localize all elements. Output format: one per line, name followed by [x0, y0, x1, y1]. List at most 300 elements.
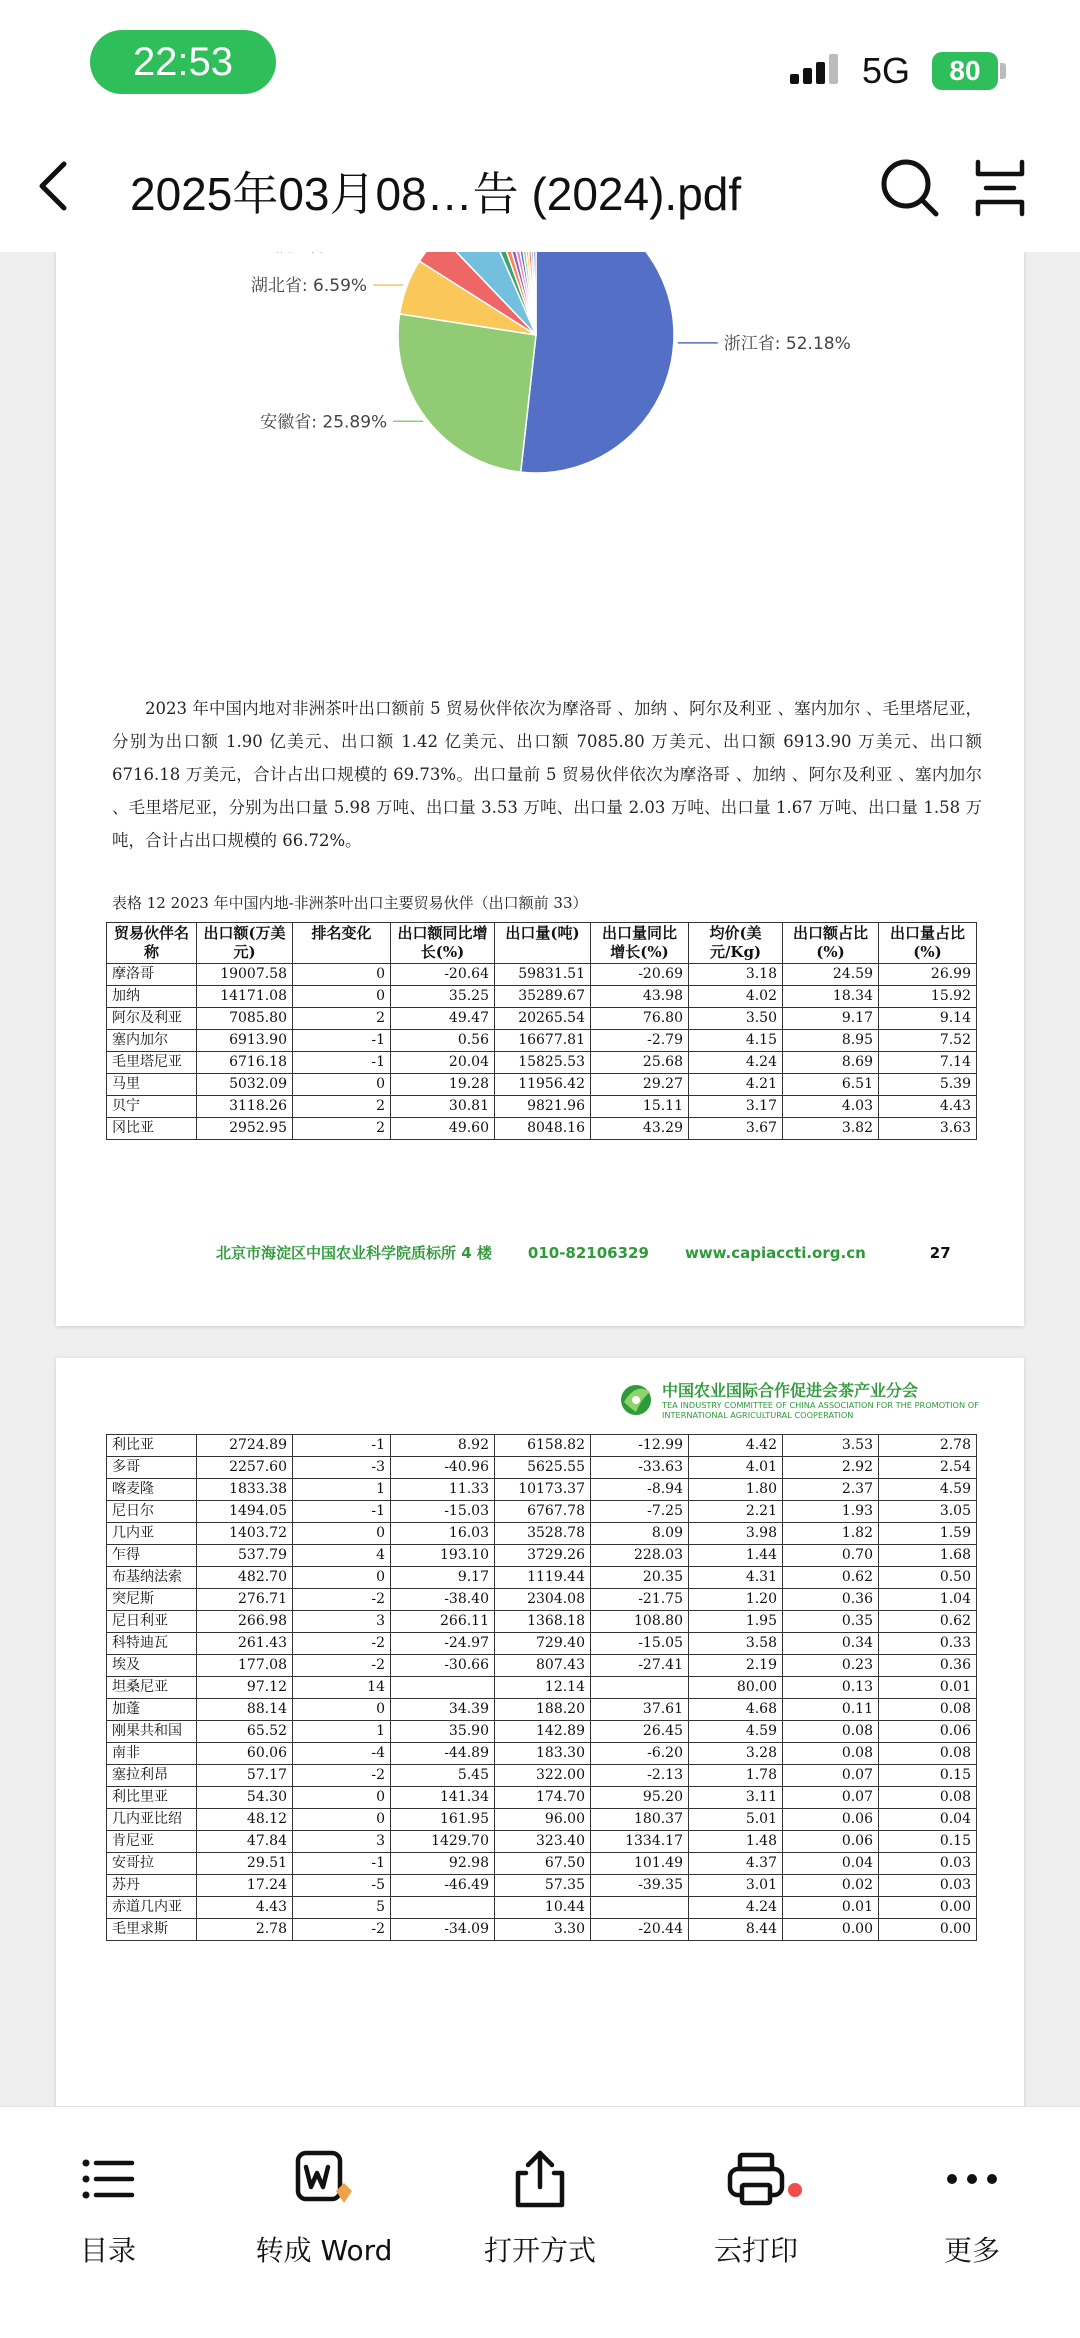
table-cell: 利比里亚 — [107, 1787, 197, 1809]
table-cell: 14 — [293, 1677, 391, 1699]
table-cell: 8.95 — [783, 1030, 879, 1052]
word-convert-icon — [292, 2147, 356, 2211]
table-cell — [391, 1677, 495, 1699]
table-cell: 49.47 — [391, 1008, 495, 1030]
table-cell: 174.70 — [495, 1787, 591, 1809]
table-cell: -1 — [293, 1853, 391, 1875]
table-cell: 228.03 — [591, 1545, 689, 1567]
table-cell: 5625.55 — [495, 1457, 591, 1479]
table-cell: -34.09 — [391, 1919, 495, 1941]
trade-partner-table — [106, 922, 977, 1140]
table-cell: 尼日尔 — [107, 1501, 197, 1523]
table-cell: 0.62 — [879, 1611, 977, 1633]
table-cell: 0.02 — [783, 1875, 879, 1897]
trade-partner-table-continued — [106, 1434, 977, 1941]
table-cell: 19.28 — [391, 1074, 495, 1096]
table-cell: -38.40 — [391, 1589, 495, 1611]
table-cell: 3.67 — [689, 1118, 783, 1140]
list-icon — [76, 2147, 140, 2211]
table-cell: -2 — [293, 1765, 391, 1787]
table-cell: 20265.54 — [495, 1008, 591, 1030]
table-cell: 141.34 — [391, 1787, 495, 1809]
table-cell: 2.21 — [689, 1501, 783, 1523]
table-cell: 0 — [293, 964, 391, 986]
pie-chart — [56, 252, 1024, 572]
table-cell: 3.50 — [689, 1008, 783, 1030]
table-cell: 29.27 — [591, 1074, 689, 1096]
table-cell: 8.92 — [391, 1435, 495, 1457]
table-cell: -12.99 — [591, 1435, 689, 1457]
table-cell: 8.69 — [783, 1052, 879, 1074]
table-cell: -40.96 — [391, 1457, 495, 1479]
table-cell: 安哥拉 — [107, 1853, 197, 1875]
table-cell: 2.54 — [879, 1457, 977, 1479]
more-label: 更多 — [943, 2234, 1000, 2267]
table-cell: 7.14 — [879, 1052, 977, 1074]
table-cell: -2 — [293, 1919, 391, 1941]
table-cell: 1833.38 — [197, 1479, 293, 1501]
table-header-cell: 出口额同比增长(%) — [391, 923, 495, 964]
table-cell: 2 — [293, 1008, 391, 1030]
table-cell: 3118.26 — [197, 1096, 293, 1118]
table-cell: 喀麦隆 — [107, 1479, 197, 1501]
table-cell: 0.03 — [879, 1853, 977, 1875]
table-cell: -24.97 — [391, 1633, 495, 1655]
table-cell: 15.11 — [591, 1096, 689, 1118]
table-header-cell: 排名变化 — [293, 923, 391, 964]
table-cell: 4.24 — [689, 1052, 783, 1074]
table-cell: 2304.08 — [495, 1589, 591, 1611]
table-cell: -46.49 — [391, 1875, 495, 1897]
page-number: 27 — [929, 1244, 951, 1262]
table-cell: 11956.42 — [495, 1074, 591, 1096]
table-cell: 6767.78 — [495, 1501, 591, 1523]
table-row — [107, 1096, 977, 1118]
table-cell: 4.24 — [689, 1897, 783, 1919]
table-cell: 7.52 — [879, 1030, 977, 1052]
table-cell: 毛里塔尼亚 — [107, 1052, 197, 1074]
pie-label: 安徽省: 25.89% — [260, 412, 388, 433]
table-cell: 7085.80 — [197, 1008, 293, 1030]
table-cell: 贝宁 — [107, 1096, 197, 1118]
table-cell: 16.03 — [391, 1523, 495, 1545]
table-cell: 9.17 — [391, 1567, 495, 1589]
table-cell: 0.36 — [879, 1655, 977, 1677]
battery-level: 80 — [932, 52, 998, 90]
table-cell: 10.44 — [495, 1897, 591, 1919]
open-with-label: 打开方式 — [483, 2234, 596, 2267]
footer-site: www.capiaccti.org.cn — [684, 1244, 866, 1262]
footer-phone: 010-82106329 — [527, 1244, 649, 1262]
table-cell: -33.63 — [591, 1457, 689, 1479]
table-row — [107, 1074, 977, 1096]
table-cell: 0 — [293, 1523, 391, 1545]
tea-leaf-logo-icon — [616, 1378, 656, 1422]
table-cell: 2724.89 — [197, 1435, 293, 1457]
table-cell: 3.53 — [783, 1435, 879, 1457]
table-cell: 4.43 — [197, 1897, 293, 1919]
table-cell: 193.10 — [391, 1545, 495, 1567]
table-cell: 4.43 — [879, 1096, 977, 1118]
table-row — [107, 1435, 977, 1457]
more-dots-icon — [940, 2147, 1004, 2211]
page-footer — [216, 1242, 951, 1263]
table-cell: 26.99 — [879, 964, 977, 986]
table-cell: 加纳 — [107, 986, 197, 1008]
table-cell: 3.30 — [495, 1919, 591, 1941]
table-row — [107, 1479, 977, 1501]
table-row — [107, 1765, 977, 1787]
table-cell: 0.08 — [879, 1699, 977, 1721]
convert-word-button[interactable] — [216, 2147, 432, 2269]
table-cell: 1.44 — [689, 1545, 783, 1567]
table-cell: 0 — [293, 1787, 391, 1809]
table-cell: 266.98 — [197, 1611, 293, 1633]
table-cell: 26.45 — [591, 1721, 689, 1743]
table-cell: 276.71 — [197, 1589, 293, 1611]
table-row — [107, 1118, 977, 1140]
table-cell: 4.21 — [689, 1074, 783, 1096]
table-row — [107, 1567, 977, 1589]
table-cell: 1429.70 — [391, 1831, 495, 1853]
table-cell: -3 — [293, 1457, 391, 1479]
convert-word-label: 转成 Word — [255, 2234, 393, 2267]
table-cell: 261.43 — [197, 1633, 293, 1655]
table-cell: 2257.60 — [197, 1457, 293, 1479]
table-cell: 0.50 — [879, 1567, 977, 1589]
table-cell: 95.20 — [591, 1787, 689, 1809]
table-cell: 科特迪瓦 — [107, 1633, 197, 1655]
table-header-cell: 出口量(吨) — [495, 923, 591, 964]
table-cell: 利比亚 — [107, 1435, 197, 1457]
table-cell: 30.81 — [391, 1096, 495, 1118]
share-icon — [508, 2147, 572, 2211]
table-cell: 24.59 — [783, 964, 879, 986]
status-bar — [0, 0, 1080, 118]
table-cell: 1.93 — [783, 1501, 879, 1523]
table-header-row — [107, 923, 977, 964]
table-cell: 92.98 — [391, 1853, 495, 1875]
table-cell: 5032.09 — [197, 1074, 293, 1096]
table-cell: 0.56 — [391, 1030, 495, 1052]
table-cell: 2.19 — [689, 1655, 783, 1677]
table-cell: 0 — [293, 986, 391, 1008]
table-cell — [391, 1897, 495, 1919]
table-cell: 3.01 — [689, 1875, 783, 1897]
table-cell: 322.00 — [495, 1765, 591, 1787]
table-cell: -21.75 — [591, 1589, 689, 1611]
table-header-cell: 均价(美元/Kg) — [689, 923, 783, 964]
table-header-cell: 出口量同比增长(%) — [591, 923, 689, 964]
table-cell: 4.37 — [689, 1853, 783, 1875]
table-cell: -1 — [293, 1030, 391, 1052]
table-cell: -15.05 — [591, 1633, 689, 1655]
pdf-page-28 — [56, 1358, 1024, 2106]
table-cell: 1 — [293, 1479, 391, 1501]
table-cell: -44.89 — [391, 1743, 495, 1765]
toc-button[interactable] — [0, 2147, 216, 2269]
table-cell: 101.49 — [591, 1853, 689, 1875]
table-cell: 3.82 — [783, 1118, 879, 1140]
cloud-print-label: 云打印 — [713, 2234, 798, 2267]
table-cell: 6716.18 — [197, 1052, 293, 1074]
table-cell: 43.98 — [591, 986, 689, 1008]
table-cell: 15825.53 — [495, 1052, 591, 1074]
table-cell: 0.07 — [783, 1787, 879, 1809]
table-row — [107, 1919, 977, 1941]
table-cell: -1 — [293, 1052, 391, 1074]
table-cell: 4.02 — [689, 986, 783, 1008]
table-cell: 摩洛哥 — [107, 964, 197, 986]
status-time: 22:53 — [90, 30, 276, 94]
table-cell: -27.41 — [591, 1655, 689, 1677]
table-cell: 0.13 — [783, 1677, 879, 1699]
search-icon[interactable] — [878, 156, 942, 220]
table-row — [107, 1699, 977, 1721]
back-arrow-icon[interactable] — [30, 158, 80, 214]
table-cell: 0.01 — [879, 1677, 977, 1699]
table-cell: -20.44 — [591, 1919, 689, 1941]
table-cell: -4 — [293, 1743, 391, 1765]
table-cell: 35.25 — [391, 986, 495, 1008]
table-cell: 5.39 — [879, 1074, 977, 1096]
table-row — [107, 1721, 977, 1743]
table-cell: -30.66 — [391, 1655, 495, 1677]
table-cell: 59831.51 — [495, 964, 591, 986]
table-cell: 5.45 — [391, 1765, 495, 1787]
table-cell: 188.20 — [495, 1699, 591, 1721]
table-cell: 537.79 — [197, 1545, 293, 1567]
table-cell: 0.03 — [879, 1875, 977, 1897]
more-button[interactable] — [864, 2147, 1080, 2269]
table-cell: 266.11 — [391, 1611, 495, 1633]
table-cell: 0.33 — [879, 1633, 977, 1655]
table-row — [107, 1655, 977, 1677]
table-cell: 0.70 — [783, 1545, 879, 1567]
table-cell: 2.92 — [783, 1457, 879, 1479]
table-cell: 4.31 — [689, 1567, 783, 1589]
table-cell: 35289.67 — [495, 986, 591, 1008]
table-cell: 20.04 — [391, 1052, 495, 1074]
table-row — [107, 1677, 977, 1699]
table-cell: 3.17 — [689, 1096, 783, 1118]
table-cell: 0.01 — [783, 1897, 879, 1919]
table-cell: 0.15 — [879, 1831, 977, 1853]
table-cell: 1403.72 — [197, 1523, 293, 1545]
table-row — [107, 1611, 977, 1633]
table-cell: 乍得 — [107, 1545, 197, 1567]
table-cell: 肯尼亚 — [107, 1831, 197, 1853]
table-cell: -1 — [293, 1501, 391, 1523]
table-cell: 482.70 — [197, 1567, 293, 1589]
table-cell: 1.82 — [783, 1523, 879, 1545]
table-cell: 0.35 — [783, 1611, 879, 1633]
table-row — [107, 1589, 977, 1611]
table-row — [107, 1501, 977, 1523]
table-cell: 3.28 — [689, 1743, 783, 1765]
table-cell: 4.42 — [689, 1435, 783, 1457]
table-row — [107, 1545, 977, 1567]
table-cell: 1.80 — [689, 1479, 783, 1501]
pdf-viewport[interactable] — [0, 252, 1080, 2106]
table-cell: 2.37 — [783, 1479, 879, 1501]
table-cell: 11.33 — [391, 1479, 495, 1501]
table-cell: 2 — [293, 1096, 391, 1118]
table-cell: 15.92 — [879, 986, 977, 1008]
table-cell: 布基纳法索 — [107, 1567, 197, 1589]
table-row — [107, 1523, 977, 1545]
table-cell: -2.79 — [591, 1030, 689, 1052]
exit-reader-icon[interactable] — [970, 158, 1030, 218]
table-cell: 刚果共和国 — [107, 1721, 197, 1743]
table-cell: -2 — [293, 1589, 391, 1611]
table-cell: 坦桑尼亚 — [107, 1677, 197, 1699]
table-cell: 4.01 — [689, 1457, 783, 1479]
table-cell: -5 — [293, 1875, 391, 1897]
table-cell: 807.43 — [495, 1655, 591, 1677]
table-row — [107, 1831, 977, 1853]
logo-title: 中国农业国际合作促进会茶产业分会 — [662, 1381, 919, 1400]
table-cell: 49.60 — [391, 1118, 495, 1140]
table-cell: 3.63 — [879, 1118, 977, 1140]
table-cell: 1.04 — [879, 1589, 977, 1611]
table-row — [107, 1030, 977, 1052]
table-cell: 183.30 — [495, 1743, 591, 1765]
pdf-page-27 — [56, 252, 1024, 1326]
table-cell: 2.78 — [879, 1435, 977, 1457]
table-row — [107, 1052, 977, 1074]
table-cell: 1.59 — [879, 1523, 977, 1545]
table-cell: 6.51 — [783, 1074, 879, 1096]
table-row — [107, 1457, 977, 1479]
table-cell: 323.40 — [495, 1831, 591, 1853]
bottom-toolbar — [0, 2106, 1080, 2338]
table-cell: 108.80 — [591, 1611, 689, 1633]
table-row — [107, 1787, 977, 1809]
table-caption: 表格 12 2023 年中国内地-非洲茶叶出口主要贸易伙伴（出口额前 33） — [112, 894, 588, 912]
table-cell: 67.50 — [495, 1853, 591, 1875]
table-cell: 苏丹 — [107, 1875, 197, 1897]
table-cell: 97.12 — [197, 1677, 293, 1699]
table-cell: 10173.37 — [495, 1479, 591, 1501]
table-cell: 29.51 — [197, 1853, 293, 1875]
table-cell: 88.14 — [197, 1699, 293, 1721]
table-cell: 34.39 — [391, 1699, 495, 1721]
table-cell: 6158.82 — [495, 1435, 591, 1457]
pie-slice — [398, 314, 536, 472]
table-cell: 60.06 — [197, 1743, 293, 1765]
table-cell: 57.17 — [197, 1765, 293, 1787]
table-cell: 76.80 — [591, 1008, 689, 1030]
table-cell: 5.01 — [689, 1809, 783, 1831]
table-cell: 0.06 — [783, 1809, 879, 1831]
table-cell: 9.17 — [783, 1008, 879, 1030]
table-row — [107, 1743, 977, 1765]
table-cell: 1119.44 — [495, 1567, 591, 1589]
table-cell: 0.11 — [783, 1699, 879, 1721]
table-cell: 19007.58 — [197, 964, 293, 986]
table-row — [107, 986, 977, 1008]
table-cell: 177.08 — [197, 1655, 293, 1677]
table-cell: 1.20 — [689, 1589, 783, 1611]
table-cell: 0.34 — [783, 1633, 879, 1655]
table-cell: 阿尔及利亚 — [107, 1008, 197, 1030]
table-cell: 43.29 — [591, 1118, 689, 1140]
table-cell: 毛里求斯 — [107, 1919, 197, 1941]
table-cell: 8048.16 — [495, 1118, 591, 1140]
table-cell: 冈比亚 — [107, 1118, 197, 1140]
table-cell: 0.23 — [783, 1655, 879, 1677]
table-row — [107, 964, 977, 986]
table-row — [107, 1633, 977, 1655]
table-cell: 0.36 — [783, 1589, 879, 1611]
table-cell: 0.08 — [879, 1787, 977, 1809]
open-with-button[interactable] — [432, 2147, 648, 2269]
table-cell: 14171.08 — [197, 986, 293, 1008]
table-cell: 2 — [293, 1118, 391, 1140]
table-cell: 3.05 — [879, 1501, 977, 1523]
table-cell: 0.04 — [783, 1853, 879, 1875]
table-cell: 8.09 — [591, 1523, 689, 1545]
table-cell: 1.48 — [689, 1831, 783, 1853]
table-cell: 0.06 — [783, 1831, 879, 1853]
table-cell: -6.20 — [591, 1743, 689, 1765]
table-cell: 1368.18 — [495, 1611, 591, 1633]
table-cell: 35.90 — [391, 1721, 495, 1743]
table-cell: -7.25 — [591, 1501, 689, 1523]
table-cell: 1.78 — [689, 1765, 783, 1787]
table-header-cell: 出口额(万美元) — [197, 923, 293, 964]
table-cell: 0 — [293, 1699, 391, 1721]
table-cell: 18.34 — [783, 986, 879, 1008]
table-cell: 0.08 — [879, 1743, 977, 1765]
table-cell: 几内亚比绍 — [107, 1809, 197, 1831]
table-cell: -20.69 — [591, 964, 689, 986]
table-cell: 4.59 — [689, 1721, 783, 1743]
table-cell: 0 — [293, 1809, 391, 1831]
table-cell: 9821.96 — [495, 1096, 591, 1118]
cloud-print-button[interactable] — [648, 2147, 864, 2269]
pie-label: 浙江省: 52.18% — [723, 333, 851, 354]
table-cell: 塞内加尔 — [107, 1030, 197, 1052]
table-cell: 1494.05 — [197, 1501, 293, 1523]
table-row — [107, 1809, 977, 1831]
signal-icon — [790, 54, 838, 84]
table-cell: 16677.81 — [495, 1030, 591, 1052]
table-cell: 5 — [293, 1897, 391, 1919]
table-cell: -2.13 — [591, 1765, 689, 1787]
table-header-cell: 出口量占比(%) — [879, 923, 977, 964]
table-cell: 0.00 — [879, 1897, 977, 1919]
table-cell — [591, 1677, 689, 1699]
table-cell: -1 — [293, 1435, 391, 1457]
table-cell: 1.95 — [689, 1611, 783, 1633]
table-cell: 3.98 — [689, 1523, 783, 1545]
table-cell: 4.03 — [783, 1096, 879, 1118]
table-cell: 0.06 — [879, 1721, 977, 1743]
table-cell: 96.00 — [495, 1809, 591, 1831]
table-cell: 4 — [293, 1545, 391, 1567]
table-cell: 180.37 — [591, 1809, 689, 1831]
table-cell: 4.68 — [689, 1699, 783, 1721]
table-cell: 17.24 — [197, 1875, 293, 1897]
table-cell: 突尼斯 — [107, 1589, 197, 1611]
table-cell: 3.18 — [689, 964, 783, 986]
table-cell: 1.68 — [879, 1545, 977, 1567]
table-cell: 0.07 — [783, 1765, 879, 1787]
toc-label: 目录 — [79, 2234, 136, 2267]
table-cell: 65.52 — [197, 1721, 293, 1743]
